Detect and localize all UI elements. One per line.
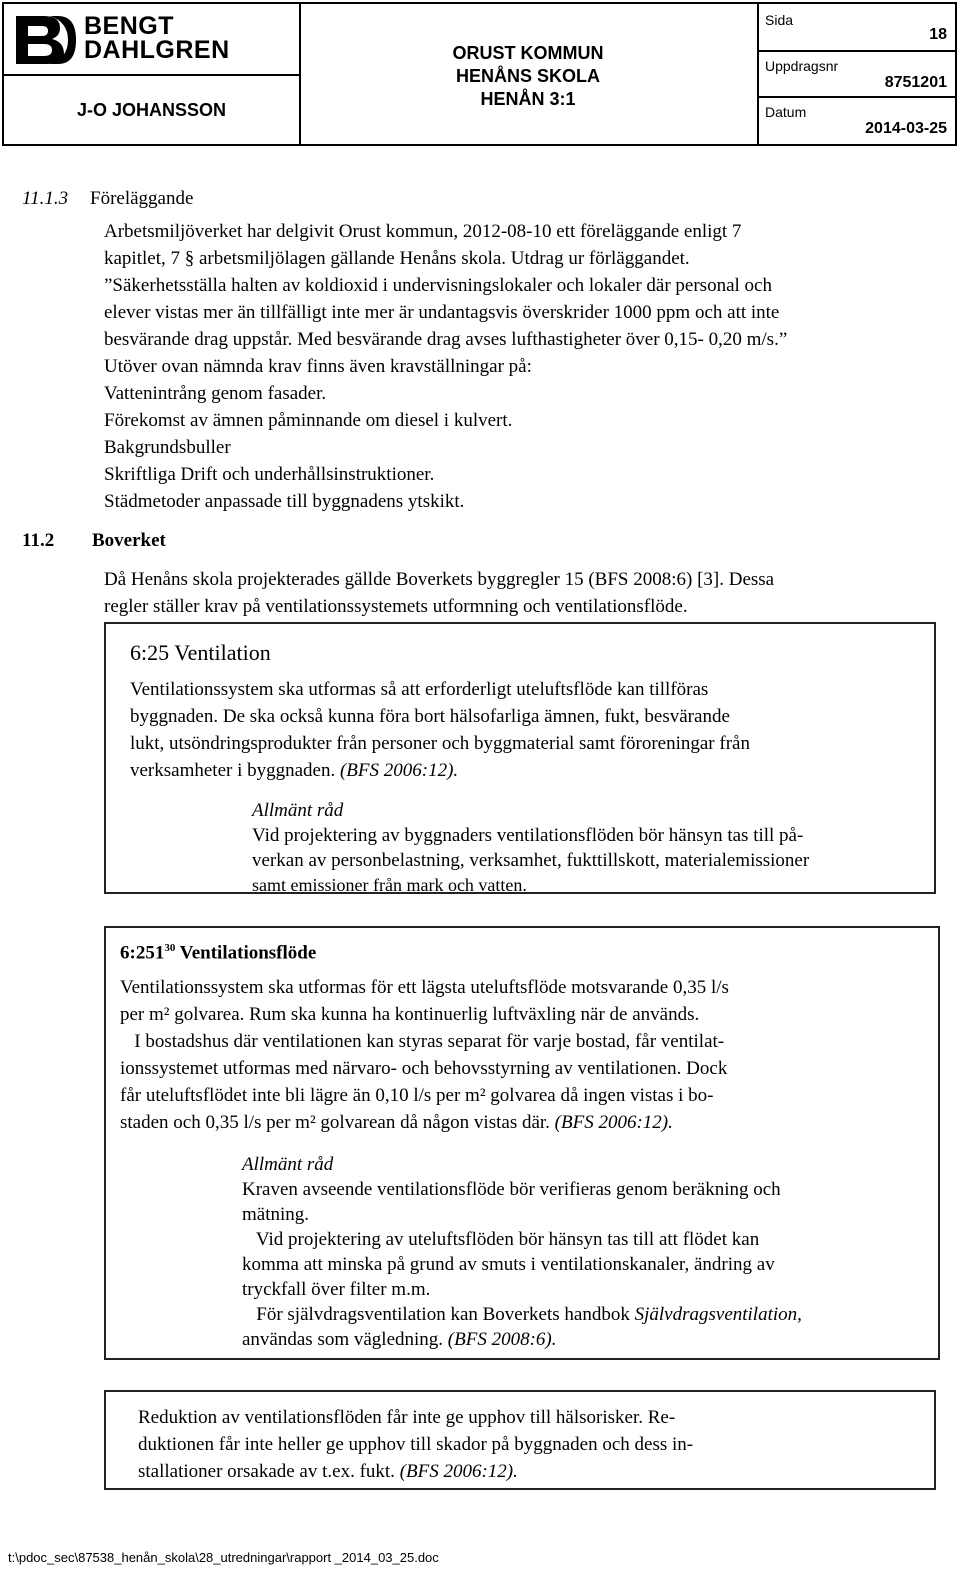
box-line: [130, 757, 458, 784]
box-title-text: Ventilationsflöde: [179, 942, 317, 964]
section-heading-11-2: [22, 530, 166, 552]
box-line: får uteluftsflödet inte bli lägre än 0,10 l/s per m² golvarea då ingen vistas i bo-: [120, 1085, 714, 1106]
document-header: [2, 2, 957, 146]
body-line: Utöver ovan nämnda krav finns även kravställningar på:: [104, 356, 532, 377]
advice-line: verkan av personbelastning, verksamhet, fukttillskott, materialemissioner: [252, 850, 810, 871]
handbook-title: Självdragsventilation,: [634, 1304, 802, 1325]
regulation-reference: (BFS 2006:12).: [554, 1112, 673, 1133]
advice-line: [242, 1302, 802, 1327]
advice-text: användas som vägledning.: [242, 1329, 444, 1350]
box-line: per m² golvarea. Rum ska kunna ha kontinuerlig luftväxling när de används.: [120, 1004, 700, 1025]
quote-box-ventilation: [104, 622, 936, 894]
list-item: Skriftliga Drift och underhållsinstruktioner.: [104, 464, 435, 485]
advice-line: Vid projektering av byggnaders ventilationsflöden bör hänsyn tas till på-: [252, 825, 804, 846]
box-line: Ventilationssystem ska utformas så att erforderligt uteluftsflöde kan tillföras: [130, 679, 709, 700]
box-line-text: stallationer orsakade av t.ex. fukt.: [138, 1461, 395, 1482]
company-logo: [4, 4, 299, 76]
file-path-footer: t:\pdoc_sec\87538_henån_skola\28_utredningar\rapport _2014_03_25.doc: [8, 1550, 439, 1565]
body-line: Då Henåns skola projekterades gällde Boverkets byggregler 15 (BFS 2008:6) [3]. Dessa: [104, 569, 775, 590]
date-label: Datum: [765, 104, 807, 120]
list-item: Förekomst av ämnen påminnande om diesel i kulvert.: [104, 410, 513, 431]
section-title: Föreläggande: [90, 188, 194, 209]
box-line: ionssystemet utformas med närvaro- och behovsstyrning av ventilationen. Dock: [120, 1058, 728, 1079]
project-line-1: ORUST KOMMUN: [452, 43, 604, 63]
project-line-2: HENÅNS SKOLA: [455, 66, 600, 86]
date-row: [757, 96, 955, 142]
box-line: Reduktion av ventilationsflöden får inte ge upphov till hälsorisker. Re-: [138, 1407, 676, 1428]
body-line: Arbetsmiljöverket har delgivit Orust kommun, 2012-08-10 ett föreläggande enligt 7: [104, 221, 742, 242]
logo-line-2: DAHLGREN: [84, 36, 230, 64]
box-line: Ventilationssystem ska utformas för ett lägsta uteluftsflöde motsvarande 0,35 l/s: [120, 977, 729, 998]
section-title: Boverket: [92, 530, 166, 551]
advice-line: Vid projektering av uteluftsflöden bör hänsyn tas till att flödet kan: [242, 1229, 760, 1250]
header-left-column: [4, 4, 301, 144]
box-line: I bostadshus där ventilationen kan styras separat för varje bostad, får ventilat-: [120, 1031, 725, 1052]
box-line-text: staden och 0,35 l/s per m² golvarean då någon vistas där.: [120, 1112, 550, 1133]
advice-line: tryckfall över filter m.m.: [242, 1279, 431, 1300]
page-label: Sida: [765, 12, 794, 28]
order-label: Uppdragsnr: [765, 58, 839, 74]
body-line: regler ställer krav på ventilationssystemets utformning och ventilationsflöde.: [104, 596, 688, 617]
box-line: [138, 1458, 518, 1485]
list-item: Bakgrundsbuller: [104, 437, 231, 458]
advice-line: samt emissioner från mark och vatten.: [252, 875, 527, 895]
logo-line-1: BENGT: [84, 12, 174, 40]
author-name: J-O JOHANSSON: [76, 100, 227, 120]
body-line: ”Säkerhetsställa halten av koldioxid i undervisningslokaler och lokaler där personal och: [104, 275, 772, 296]
section-number: 11.2: [22, 530, 55, 551]
advice-line: Kraven avseende ventilationsflöde bör verifieras genom beräkning och: [242, 1179, 781, 1200]
box-title-number: 6:251: [120, 942, 165, 964]
date-value: 2014-03-25: [865, 120, 947, 137]
box-title: [120, 942, 316, 964]
logo-wordmark: [84, 14, 230, 62]
advice-title: Allmänt råd: [242, 1154, 334, 1175]
body-line: kapitlet, 7 § arbetsmiljölagen gällande Henåns skola. Utdrag ur förläggandet.: [104, 248, 690, 269]
advice-line: [242, 1327, 557, 1352]
bd-logo-icon: [14, 12, 78, 68]
advice-title: Allmänt råd: [252, 800, 344, 821]
list-item: Vattenintrång genom fasader.: [104, 383, 327, 404]
quote-box-reduktion: [104, 1390, 936, 1490]
project-line-3: HENÅN 3:1: [480, 89, 576, 109]
body-line: besvärande drag uppstår. Med besvärande drag avses lufthastigheter över 0,15- 0,20 m/s.”: [104, 329, 788, 350]
box-line: duktionen får inte heller ge upphov till skador på byggnaden och dess in-: [138, 1434, 694, 1455]
regulation-reference: (BFS 2008:6).: [447, 1329, 557, 1350]
section-number: 11.1.3: [22, 188, 69, 209]
page-number-row: [757, 4, 955, 52]
advice-line: mätning.: [242, 1204, 310, 1225]
box-line-text: verksamheter i byggnaden.: [130, 760, 336, 781]
advice-text: För självdragsventilation kan Boverkets handbok: [242, 1304, 635, 1325]
list-item: Städmetoder anpassade till byggnadens ytskikt.: [104, 491, 465, 512]
quote-box-ventilationsflode: [104, 926, 940, 1360]
box-line: byggnaden. De ska också kunna föra bort hälsofarliga ämnen, fukt, besvärande: [130, 706, 730, 727]
box-line: [120, 1109, 673, 1136]
advice-line: komma att minska på grund av smuts i ventilationskanaler, ändring av: [242, 1254, 775, 1275]
regulation-reference: (BFS 2006:12).: [339, 760, 459, 781]
body-line: elever vistas mer än tillfälligt inte mer är undantagsvis överskrider 1000 ppm och att inte: [104, 302, 780, 323]
header-meta-column: [757, 4, 955, 144]
box-title: 6:25 Ventilation: [130, 640, 271, 665]
order-number: 8751201: [884, 74, 947, 91]
project-title: [299, 42, 757, 111]
order-number-row: [757, 50, 955, 98]
regulation-reference: (BFS 2006:12).: [399, 1461, 518, 1482]
box-title-footnote: 30: [164, 942, 176, 954]
box-line: lukt, utsöndringsprodukter från personer och byggmaterial samt föroreningar från: [130, 733, 750, 754]
header-project-column: [299, 4, 759, 144]
section-heading-11-1-3: [22, 188, 193, 210]
page-number: 18: [929, 26, 947, 43]
